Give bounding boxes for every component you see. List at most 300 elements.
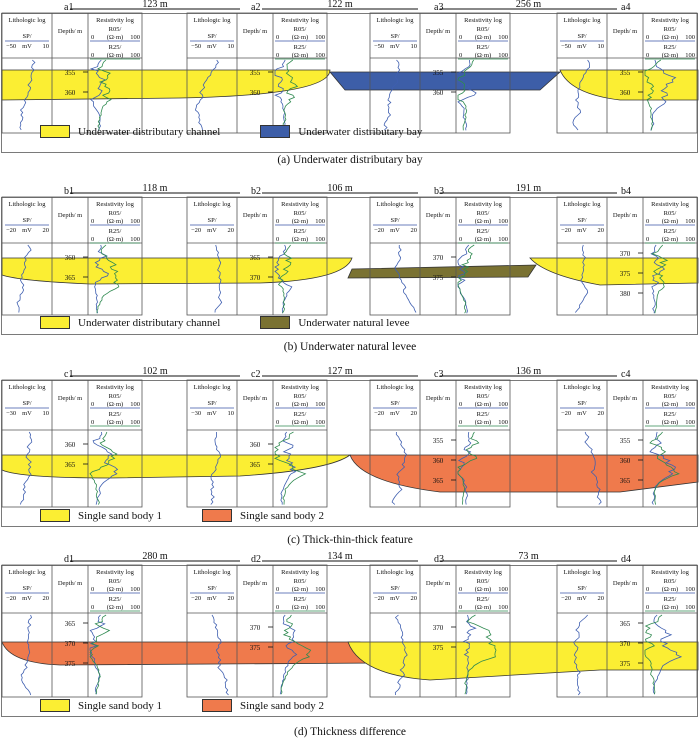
r05-header: R05/: [293, 210, 307, 217]
well-name: d4: [621, 554, 631, 565]
distance-label: 123 m: [142, 0, 168, 10]
depth-tick-label: 375: [64, 660, 76, 668]
resistivity-header: Resistivity log: [281, 569, 319, 576]
depth-tick-label: 360: [249, 89, 261, 97]
channel-body: [2, 70, 330, 100]
r05-header: R05/: [476, 210, 490, 217]
depth-tick-label: 365: [249, 461, 261, 469]
sp-scale-min: −20: [561, 227, 572, 234]
r25-header: R25/: [663, 596, 677, 603]
res-scale-min: 0: [91, 419, 95, 426]
r25-header: R25/: [663, 44, 677, 51]
ohm-unit: (Ω·m): [661, 419, 679, 426]
distance-label: 106 m: [327, 183, 353, 194]
res-scale-max: 100: [315, 586, 325, 593]
r05-curve: [458, 60, 476, 130]
res-scale-max: 100: [685, 52, 695, 59]
ohm-unit: (Ω·m): [291, 419, 309, 426]
res-scale-max: 100: [498, 604, 508, 611]
legend-swatch: [260, 125, 290, 138]
res-scale-max: 100: [685, 236, 695, 243]
res-scale-max: 100: [498, 52, 508, 59]
lithologic-header: Lithologic log: [193, 201, 231, 208]
panel-c-legend: [40, 509, 354, 522]
legend-label: Single sand body 2: [240, 699, 325, 712]
res-scale-max: 100: [130, 419, 140, 426]
res-scale-min: 0: [276, 218, 280, 225]
depth-tick-label: 360: [64, 441, 76, 449]
res-scale-max: 100: [130, 236, 140, 243]
depth-tick-label: 370: [619, 640, 631, 648]
ohm-unit: (Ω·m): [661, 34, 679, 41]
depth-tick-label: 370: [432, 624, 444, 632]
r05-header: R05/: [108, 210, 122, 217]
res-scale-min: 0: [91, 52, 95, 59]
sp-unit: mV: [22, 410, 32, 417]
resistivity-header: Resistivity log: [96, 17, 134, 24]
depth-tick-label: 365: [64, 620, 76, 628]
res-scale-max: 100: [685, 604, 695, 611]
legend-swatch: [40, 125, 70, 138]
ohm-unit: (Ω·m): [474, 236, 492, 243]
r05-header: R05/: [293, 393, 307, 400]
r25-curve: [458, 60, 474, 130]
depth-tick-label: 360: [619, 89, 631, 97]
r25-header: R25/: [293, 411, 307, 418]
sp-scale-min: −20: [374, 410, 385, 417]
lithologic-header: Lithologic log: [376, 201, 414, 208]
legend-swatch: [202, 509, 232, 522]
sp-unit: mV: [390, 595, 400, 602]
depth-header: Depth/ m: [242, 212, 268, 219]
legend-swatch: [40, 699, 70, 712]
res-scale-min: 0: [459, 419, 463, 426]
depth-header: Depth/ m: [425, 28, 451, 35]
panel-a-legend: [40, 125, 452, 138]
depth-tick-label: 365: [64, 274, 76, 282]
sp-header: SP/: [207, 217, 217, 224]
res-scale-min: 0: [276, 236, 280, 243]
sp-scale-min: −20: [374, 595, 385, 602]
sp-header: SP/: [207, 585, 217, 592]
ohm-unit: (Ω·m): [106, 34, 124, 41]
res-scale-min: 0: [276, 401, 280, 408]
r25-header: R25/: [108, 228, 122, 235]
res-scale-min: 0: [459, 236, 463, 243]
legend-swatch: [202, 699, 232, 712]
legend-swatch: [260, 316, 290, 329]
distance-label: 102 m: [142, 366, 168, 377]
res-scale-max: 100: [315, 419, 325, 426]
ohm-unit: (Ω·m): [106, 604, 124, 611]
panel-b-legend: [40, 316, 440, 329]
r25-header: R25/: [476, 44, 490, 51]
lithologic-header: Lithologic log: [376, 569, 414, 576]
res-scale-min: 0: [459, 604, 463, 611]
ohm-unit: (Ω·m): [661, 604, 679, 611]
r25-header: R25/: [293, 596, 307, 603]
panel-a: [0, 0, 700, 185]
well-name: c2: [251, 369, 261, 380]
res-scale-min: 0: [91, 236, 95, 243]
res-scale-min: 0: [646, 236, 650, 243]
well-name: c1: [64, 369, 74, 380]
ohm-unit: (Ω·m): [106, 419, 124, 426]
res-scale-max: 100: [498, 236, 508, 243]
resistivity-header: Resistivity log: [96, 384, 134, 391]
res-scale-max: 100: [315, 401, 325, 408]
legend-swatch: [40, 509, 70, 522]
channel-body: [530, 258, 698, 285]
legend-label: Single sand body 1: [78, 699, 163, 712]
distance-label: 122 m: [327, 0, 353, 10]
r25-header: R25/: [108, 44, 122, 51]
legend-item: [40, 509, 162, 522]
res-scale-min: 0: [646, 586, 650, 593]
depth-tick-label: 360: [432, 89, 444, 97]
lithologic-header: Lithologic log: [193, 17, 231, 24]
depth-tick-label: 375: [249, 644, 261, 652]
legend-item: [260, 125, 422, 138]
sp-scale-max: 20: [597, 410, 604, 417]
depth-tick-label: 355: [64, 69, 76, 77]
sp-scale-min: −30: [6, 410, 17, 417]
depth-header: Depth/ m: [425, 580, 451, 587]
res-scale-max: 100: [130, 401, 140, 408]
ohm-unit: (Ω·m): [474, 586, 492, 593]
sp-header: SP/: [577, 585, 587, 592]
sp-scale-max: 20: [410, 227, 417, 234]
res-scale-min: 0: [276, 419, 280, 426]
r25-header: R25/: [476, 411, 490, 418]
legend-swatch: [40, 316, 70, 329]
r05-header: R05/: [476, 578, 490, 585]
res-scale-max: 100: [498, 586, 508, 593]
ohm-unit: (Ω·m): [474, 34, 492, 41]
legend-item: [40, 316, 220, 329]
ohm-unit: (Ω·m): [106, 236, 124, 243]
lithologic-header: Lithologic log: [563, 201, 601, 208]
res-scale-max: 100: [685, 218, 695, 225]
res-scale-max: 100: [315, 34, 325, 41]
depth-header: Depth/ m: [425, 395, 451, 402]
well-name: b1: [64, 186, 74, 197]
ohm-unit: (Ω·m): [291, 52, 309, 59]
res-scale-min: 0: [91, 401, 95, 408]
depth-header: Depth/ m: [612, 212, 638, 219]
sp-unit: mV: [22, 595, 32, 602]
res-scale-min: 0: [646, 401, 650, 408]
depth-header: Depth/ m: [612, 28, 638, 35]
well-name: a3: [434, 2, 444, 13]
legend-item: [260, 316, 409, 329]
panel-c-caption: (c) Thick-thin-thick feature: [287, 534, 413, 546]
sp-curve: [395, 245, 416, 313]
depth-tick-label: 360: [64, 254, 76, 262]
res-scale-min: 0: [276, 34, 280, 41]
res-scale-min: 0: [646, 604, 650, 611]
sp-unit: mV: [390, 410, 400, 417]
well-name: d2: [251, 554, 261, 565]
depth-tick-label: 355: [432, 437, 444, 445]
res-scale-max: 100: [130, 604, 140, 611]
depth-header: Depth/ m: [612, 395, 638, 402]
ohm-unit: (Ω·m): [474, 401, 492, 408]
sp-scale-max: 20: [410, 595, 417, 602]
sp-scale-max: 20: [42, 595, 49, 602]
depth-tick-label: 355: [619, 69, 631, 77]
res-scale-max: 100: [685, 401, 695, 408]
ohm-unit: (Ω·m): [106, 52, 124, 59]
sp-unit: mV: [577, 227, 587, 234]
lithologic-header: Lithologic log: [376, 17, 414, 24]
resistivity-header: Resistivity log: [96, 569, 134, 576]
depth-tick-label: 375: [619, 660, 631, 668]
resistivity-header: Resistivity log: [464, 17, 502, 24]
ohm-unit: (Ω·m): [106, 586, 124, 593]
resistivity-header: Resistivity log: [464, 384, 502, 391]
resistivity-header: Resistivity log: [464, 201, 502, 208]
res-scale-max: 100: [498, 419, 508, 426]
legend-label: Single sand body 2: [240, 509, 325, 522]
sp-scale-min: −30: [191, 410, 202, 417]
lithologic-header: Lithologic log: [193, 384, 231, 391]
distance-label: 280 m: [142, 551, 168, 562]
distance-label: 118 m: [142, 183, 168, 194]
sp-header: SP/: [22, 33, 32, 40]
sp-unit: mV: [577, 43, 587, 50]
r25-header: R25/: [108, 596, 122, 603]
ohm-unit: (Ω·m): [291, 218, 309, 225]
r05-header: R05/: [476, 26, 490, 33]
well-name: c3: [434, 369, 444, 380]
depth-header: Depth/ m: [57, 395, 83, 402]
resistivity-header: Resistivity log: [651, 384, 689, 391]
resistivity-header: Resistivity log: [281, 384, 319, 391]
resistivity-header: Resistivity log: [281, 201, 319, 208]
sp-scale-min: −20: [374, 227, 385, 234]
sp-header: SP/: [390, 33, 400, 40]
r25-header: R25/: [476, 228, 490, 235]
res-scale-max: 100: [685, 586, 695, 593]
sp-header: SP/: [577, 217, 587, 224]
sp-scale-min: −20: [191, 595, 202, 602]
lithologic-header: Lithologic log: [193, 569, 231, 576]
sp-unit: mV: [577, 595, 587, 602]
lithologic-header: Lithologic log: [563, 17, 601, 24]
sp-unit: mV: [207, 410, 217, 417]
r05-header: R05/: [108, 393, 122, 400]
sp-header: SP/: [577, 400, 587, 407]
resistivity-header: Resistivity log: [651, 201, 689, 208]
ohm-unit: (Ω·m): [474, 52, 492, 59]
res-scale-min: 0: [646, 218, 650, 225]
distance-label: 134 m: [327, 551, 353, 562]
sp-unit: mV: [390, 43, 400, 50]
sp-scale-min: −20: [561, 410, 572, 417]
depth-tick-label: 355: [249, 69, 261, 77]
sand-body-1: [348, 642, 698, 680]
res-scale-min: 0: [91, 218, 95, 225]
r25-header: R25/: [663, 228, 677, 235]
legend-label: Single sand body 1: [78, 509, 163, 522]
panel-a-caption: (a) Underwater distributary bay: [277, 154, 423, 166]
sp-unit: mV: [207, 43, 217, 50]
sp-scale-max: 10: [42, 410, 49, 417]
sp-scale-max: 20: [42, 227, 49, 234]
sp-scale-min: −50: [191, 43, 202, 50]
depth-tick-label: 360: [64, 89, 76, 97]
res-scale-max: 100: [315, 604, 325, 611]
res-scale-max: 100: [498, 401, 508, 408]
lithologic-header: Lithologic log: [8, 17, 46, 24]
res-scale-max: 100: [685, 419, 695, 426]
depth-tick-label: 380: [619, 290, 631, 298]
depth-header: Depth/ m: [57, 28, 83, 35]
panel-d: [0, 553, 700, 741]
sp-curve: [384, 60, 400, 130]
well-name: a1: [64, 2, 74, 13]
legend-item: [40, 125, 220, 138]
sp-scale-min: −50: [374, 43, 385, 50]
depth-tick-label: 360: [619, 457, 631, 465]
sp-scale-max: 10: [227, 43, 234, 50]
r05-header: R05/: [663, 393, 677, 400]
channel-body: [2, 258, 352, 284]
sp-scale-max: 10: [42, 43, 49, 50]
sp-scale-max: 20: [227, 227, 234, 234]
ohm-unit: (Ω·m): [661, 236, 679, 243]
distance-label: 256 m: [515, 0, 542, 10]
well-name: d1: [64, 554, 74, 565]
distance-label: 127 m: [327, 366, 353, 377]
sp-header: SP/: [22, 400, 32, 407]
resistivity-header: Resistivity log: [464, 569, 502, 576]
panel-d-diagram: [0, 553, 700, 741]
res-scale-min: 0: [276, 604, 280, 611]
sp-unit: mV: [207, 595, 217, 602]
sp-scale-min: −50: [6, 43, 17, 50]
res-scale-max: 100: [315, 236, 325, 243]
sp-unit: mV: [207, 227, 217, 234]
r05-header: R05/: [663, 26, 677, 33]
sp-unit: mV: [390, 227, 400, 234]
sp-scale-min: −20: [6, 227, 17, 234]
sp-scale-max: 10: [410, 43, 417, 50]
ohm-unit: (Ω·m): [291, 236, 309, 243]
sp-header: SP/: [207, 33, 217, 40]
depth-tick-label: 360: [249, 441, 261, 449]
well-name: b4: [621, 186, 631, 197]
depth-header: Depth/ m: [57, 212, 83, 219]
well-name: a4: [621, 2, 631, 13]
sp-header: SP/: [390, 585, 400, 592]
resistivity-header: Resistivity log: [651, 17, 689, 24]
depth-tick-label: 365: [619, 477, 631, 485]
res-scale-min: 0: [459, 218, 463, 225]
sp-header: SP/: [390, 400, 400, 407]
res-scale-max: 100: [315, 52, 325, 59]
res-scale-min: 0: [459, 52, 463, 59]
res-scale-max: 100: [498, 218, 508, 225]
sp-scale-max: 20: [227, 595, 234, 602]
depth-tick-label: 370: [619, 250, 631, 258]
res-scale-min: 0: [276, 52, 280, 59]
sp-scale-max: 10: [597, 43, 604, 50]
ohm-unit: (Ω·m): [106, 401, 124, 408]
lithologic-header: Lithologic log: [8, 569, 46, 576]
legend-item: [202, 509, 324, 522]
resistivity-header: Resistivity log: [96, 201, 134, 208]
panel-b: [0, 185, 700, 368]
sand-body-2: [350, 455, 698, 492]
ohm-unit: (Ω·m): [106, 218, 124, 225]
sp-header: SP/: [577, 33, 587, 40]
sp-scale-min: −20: [561, 595, 572, 602]
res-scale-min: 0: [91, 586, 95, 593]
r05-header: R05/: [293, 26, 307, 33]
distance-label: 136 m: [515, 366, 542, 377]
res-scale-max: 100: [130, 586, 140, 593]
ohm-unit: (Ω·m): [291, 401, 309, 408]
legend-label: Underwater distributary channel: [78, 316, 221, 329]
depth-tick-label: 370: [432, 254, 444, 262]
r05-header: R05/: [108, 578, 122, 585]
depth-header: Depth/ m: [242, 395, 268, 402]
res-scale-min: 0: [459, 34, 463, 41]
legend-item: [202, 699, 324, 712]
ohm-unit: (Ω·m): [661, 586, 679, 593]
depth-tick-label: 355: [619, 437, 631, 445]
res-scale-min: 0: [646, 419, 650, 426]
sp-scale-min: −50: [561, 43, 572, 50]
depth-tick-label: 365: [64, 461, 76, 469]
res-scale-min: 0: [459, 401, 463, 408]
legend-label: Underwater natural levee: [298, 316, 410, 329]
ohm-unit: (Ω·m): [474, 419, 492, 426]
sp-unit: mV: [577, 410, 587, 417]
depth-tick-label: 370: [249, 624, 261, 632]
ohm-unit: (Ω·m): [661, 401, 679, 408]
depth-tick-label: 375: [619, 270, 631, 278]
depth-header: Depth/ m: [612, 580, 638, 587]
res-scale-min: 0: [646, 34, 650, 41]
panel-b-caption: (b) Underwater natural levee: [283, 341, 417, 353]
res-scale-max: 100: [315, 218, 325, 225]
r05-header: R05/: [108, 26, 122, 33]
sp-scale-max: 10: [227, 410, 234, 417]
legend-item: [40, 699, 162, 712]
sp-unit: mV: [22, 227, 32, 234]
ohm-unit: (Ω·m): [661, 52, 679, 59]
well-name: d3: [434, 554, 444, 565]
panel-c-diagram: [0, 368, 700, 553]
well-name: b2: [251, 186, 261, 197]
depth-header: Depth/ m: [242, 580, 268, 587]
panel-d-caption: (d) Thickness difference: [294, 726, 406, 738]
res-scale-max: 100: [130, 218, 140, 225]
res-scale-max: 100: [498, 34, 508, 41]
r25-header: R25/: [293, 228, 307, 235]
ohm-unit: (Ω·m): [291, 34, 309, 41]
sp-header: SP/: [22, 585, 32, 592]
r05-header: R05/: [476, 393, 490, 400]
depth-tick-label: 355: [432, 69, 444, 77]
distance-label: 191 m: [515, 183, 542, 194]
r05-header: R05/: [293, 578, 307, 585]
ohm-unit: (Ω·m): [291, 586, 309, 593]
resistivity-header: Resistivity log: [651, 569, 689, 576]
